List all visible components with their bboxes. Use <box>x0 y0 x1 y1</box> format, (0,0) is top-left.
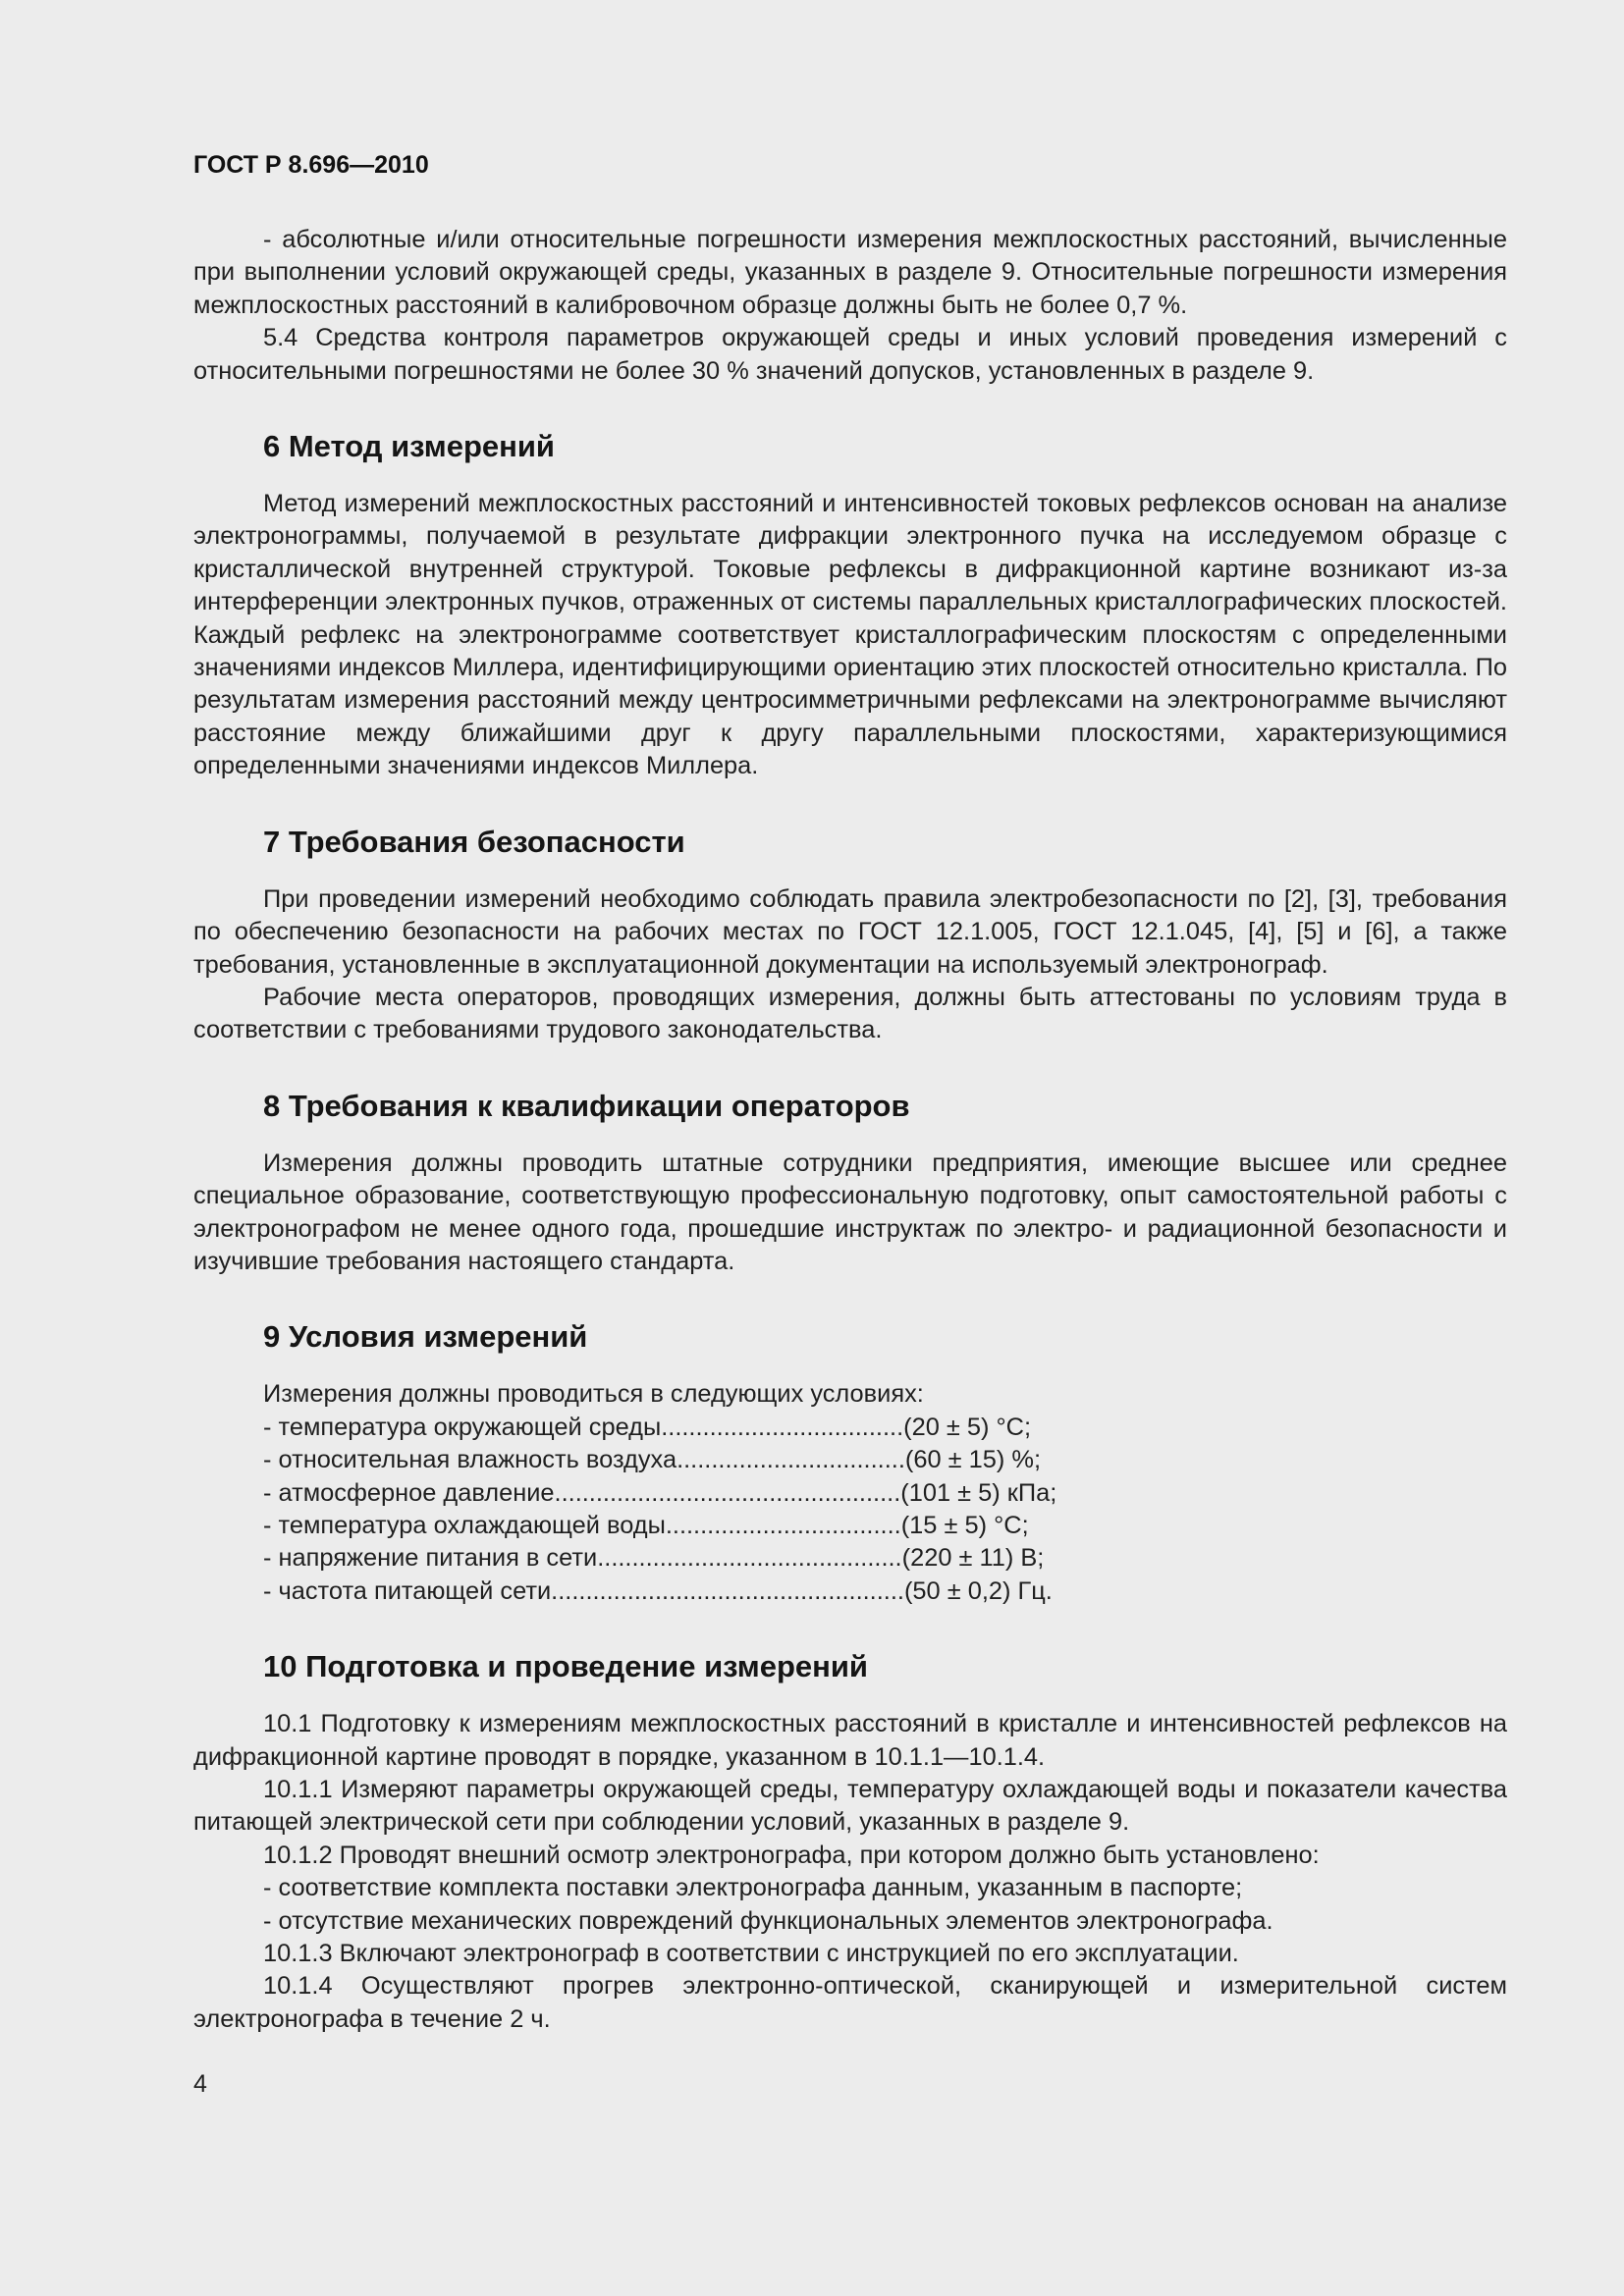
section-10-paragraph: 10.1 Подготовку к измерениям межплоскостных расстояний в кристалле и интенсивностей рефлексов на дифракционной картине проводят в порядке, указанном в 10.1.1—10.1.4. <box>193 1710 1507 1771</box>
condition-label: - относительная влажность воздуха <box>263 1446 677 1474</box>
page-content <box>193 147 1507 2036</box>
section-8-paragraph: Измерения должны проводить штатные сотрудники предприятия, имеющие высшее или среднее специальное образование, соответствующую профессиональную подготовку, опыт самостоятельной работы с электронографом не менее одного года, прошедшие инструктаж по электро- и радиационной безопасности и изучившие требования настоящего стандарта. <box>193 1148 1507 1275</box>
leader-dots: ................................................... <box>551 1576 904 1605</box>
leader-dots: ................................... <box>661 1413 904 1441</box>
intro-paragraph: 5.4 Средства контроля параметров окружающей среды и иных условий проведения измерений с относительными погрешностями не более 30 % значений допусков, установленных в разделе 9. <box>193 324 1507 385</box>
section-10-paragraph: 10.1.4 Осуществляют прогрев электронно-оптической, сканирующей и измерительной систем электронографа в течение 2 ч. <box>193 1972 1507 2033</box>
section-10-paragraph: 10.1.2 Проводят внешний осмотр электронографа, при котором должно быть установлено: <box>263 1841 1320 1869</box>
section-10-title: 10 Подготовка и проведение измерений <box>263 1649 868 1684</box>
leader-dots: .................................................. <box>554 1478 901 1507</box>
condition-item <box>263 1510 1507 1542</box>
leader-dots: ............................................ <box>597 1544 902 1573</box>
condition-item <box>263 1575 1507 1608</box>
section-10-paragraph: 10.1.1 Измеряют параметры окружающей среды, температуру охлаждающей воды и показатели качества питающей электрической сети при соблюдении условий, указанных в разделе 9. <box>193 1776 1507 1837</box>
section-10-paragraph: 10.1.3 Включают электронограф в соответствии с инструкцией по его эксплуатации. <box>263 1940 1239 1968</box>
section-7-paragraph: Рабочие места операторов, проводящих измерения, должны быть аттестованы по условиям труда в соответствии с требованиями трудового законодательства. <box>193 983 1507 1044</box>
condition-value: (60 ± 15) %; <box>904 1446 1041 1474</box>
condition-item <box>263 1542 1507 1575</box>
section-6-title: 6 Метод измерений <box>263 429 555 464</box>
condition-item <box>263 1477 1507 1510</box>
section-7-paragraph: При проведении измерений необходимо соблюдать правила электробезопасности по [2], [3], требования по обеспечению безопасности на рабочих местах по ГОСТ 12.1.005, ГОСТ 12.1.045, [4], [5] и [6], а также требования, установленные в эксплуатационной документации на используемый электронограф. <box>193 884 1507 979</box>
page-number: 4 <box>193 2070 207 2098</box>
section-10-list-item: - соответствие комплекта поставки электронографа данным, указанным в паспорте; <box>263 1874 1243 1902</box>
condition-label: - частота питающей сети <box>263 1576 552 1605</box>
condition-value: (15 ± 5) °С; <box>900 1511 1029 1539</box>
condition-label: - атмосферное давление <box>263 1478 555 1507</box>
condition-item <box>263 1444 1507 1476</box>
conditions-list <box>193 1412 1507 1608</box>
section-9-title: 9 Условия измерений <box>263 1319 588 1355</box>
condition-label: - напряжение питания в сети <box>263 1544 598 1573</box>
section-10-list-item: - отсутствие механических повреждений функциональных элементов электронографа. <box>263 1906 1273 1935</box>
condition-value: (220 ± 11) В; <box>901 1544 1045 1573</box>
section-9-lead: Измерения должны проводиться в следующих условиях: <box>263 1380 924 1409</box>
condition-value: (101 ± 5) кПа; <box>900 1478 1057 1507</box>
condition-item <box>263 1412 1507 1444</box>
leader-dots: .................................. <box>665 1511 901 1539</box>
condition-value: (50 ± 0,2) Гц. <box>903 1576 1053 1605</box>
condition-label: - температура окружающей среды <box>263 1413 662 1441</box>
section-6-paragraph: Метод измерений межплоскостных расстояний и интенсивностей токовых рефлексов основан на анализе электронограммы, получаемой в результате дифракции электронного пучка на исследуемом образце с кристаллической внутренней структурой. Токовые рефлексы в дифракционной картине возникают из-за интерференции электронных пучков, отраженных от системы параллельных кристаллографических плоскостей. Каждый рефлекс на электронограмме соответствует кристаллографическим плоскостям с определенными значениями индексов Миллера, идентифицирующими ориентацию этих плоскостей относительно кристалла. По результатам измерения расстояний между центросимметричными рефлексами на электронограмме вычисляют расстояние между ближайшими друг к другу параллельными плоскостями, характеризующимися определенными значениями индексов Миллера. <box>193 490 1507 780</box>
condition-label: - температура охлаждающей воды <box>263 1511 666 1539</box>
section-8-title: 8 Требования к квалификации операторов <box>263 1088 910 1123</box>
document-header: ГОСТ Р 8.696—2010 <box>193 151 429 179</box>
section-7-title: 7 Требования безопасности <box>263 824 685 859</box>
intro-paragraph: - абсолютные и/или относительные погрешности измерения межплоскостных расстояний, вычисленные при выполнении условий окружающей среды, указанных в разделе 9. Относительные погрешности измерения межплоскостных расстояний в калибровочном образце должны быть не более 0,7 %. <box>193 226 1507 319</box>
leader-dots: ................................. <box>677 1446 905 1474</box>
condition-value: (20 ± 5) °С; <box>903 1413 1032 1441</box>
